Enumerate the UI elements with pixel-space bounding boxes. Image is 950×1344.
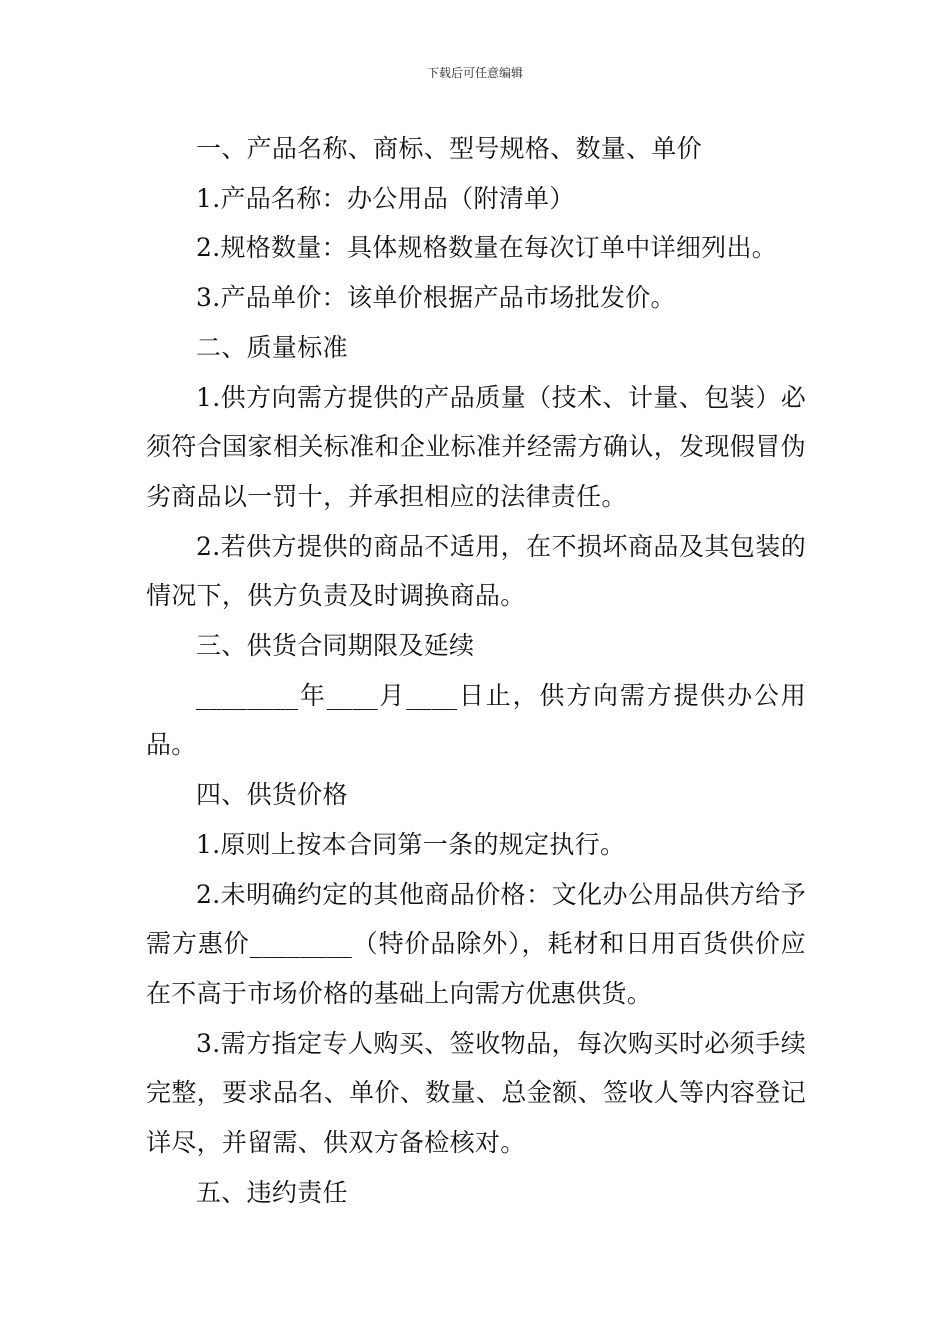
- clause-3-1: ________年____月____日止，供方向需方提供办公用品。: [146, 680, 806, 760]
- section-heading-1: 一、产品名称、商标、型号规格、数量、单价: [196, 134, 703, 163]
- clause-2-1: 1.供方向需方提供的产品质量（技术、计量、包装）必须符合国家相关标准和企业标准并经需方确认，发现假冒伪劣商品以一罚十，并承担相应的法律责任。: [146, 382, 806, 511]
- clause-4-2: 2.未明确约定的其他商品价格：文化办公用品供方给予需方惠价________（特价品除外），耗材和日用百货供价应在不高于市场价格的基础上向需方优惠供货。: [146, 879, 806, 1008]
- section-heading-3: 三、供货合同期限及延续: [196, 631, 475, 661]
- clause-4-3: 3.需方指定专人购买、签收物品，每次购买时必须手续完整，要求品名、单价、数量、总金额、签收人等内容登记详尽，并留需、供双方备检核对。: [146, 1028, 806, 1158]
- clause-4-1: 1.原则上按本合同第一条的规定执行。: [196, 829, 626, 859]
- section-heading-2: 二、质量标准: [196, 332, 348, 362]
- clause-1-3: 3.产品单价：该单价根据产品市场批发价。: [196, 283, 676, 313]
- section-heading-4: 四、供货价格: [196, 780, 348, 810]
- clause-2-2: 2.若供方提供的商品不适用，在不损坏商品及其包装的情况下，供方负责及时调换商品。: [146, 531, 806, 611]
- page-header: 下载后可任意编辑: [426, 66, 523, 80]
- section-heading-5: 五、违约责任: [196, 1177, 348, 1207]
- clause-1-2: 2.规格数量：具体规格数量在每次订单中详细列出。: [196, 233, 778, 263]
- clause-1-1: 1.产品名称：办公用品（附清单）: [196, 183, 575, 213]
- document-body: [146, 124, 806, 1217]
